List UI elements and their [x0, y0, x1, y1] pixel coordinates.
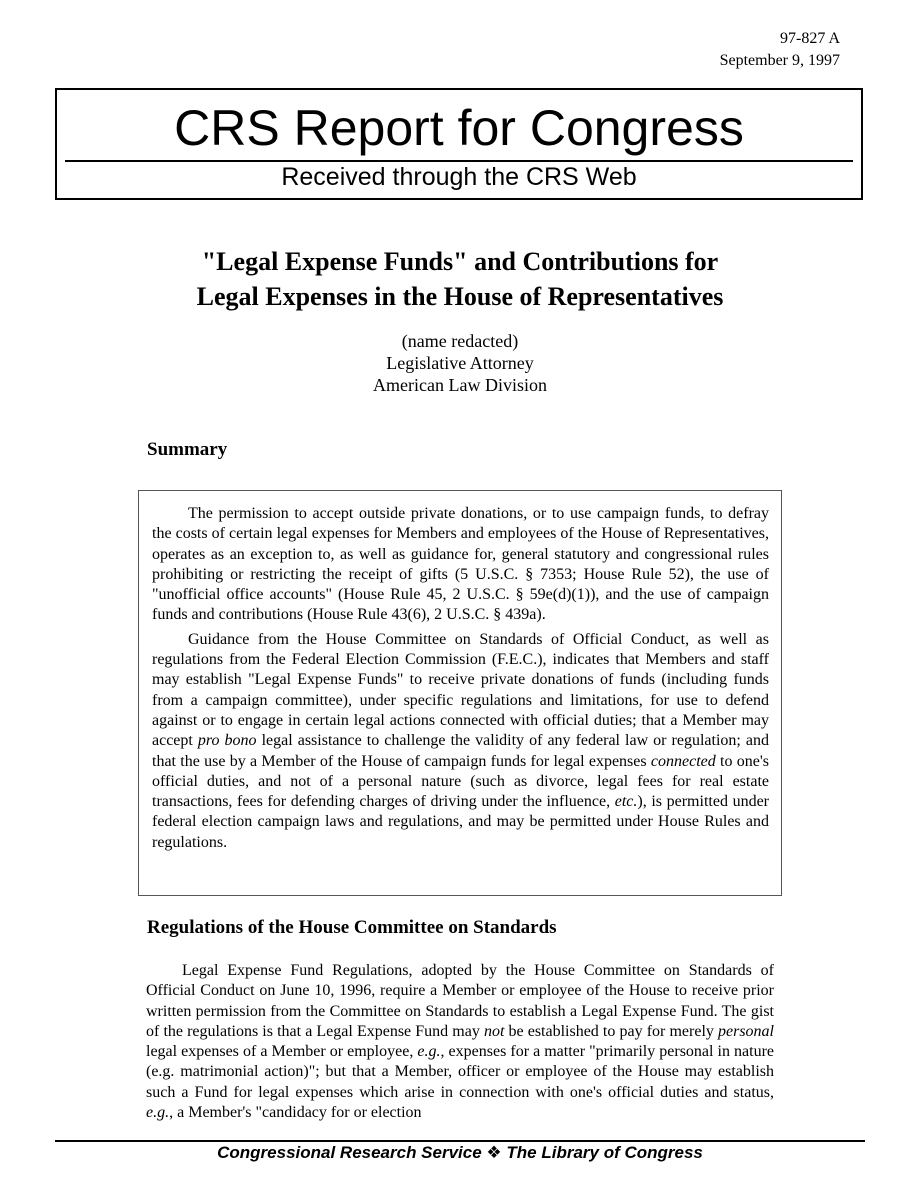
report-date: September 9, 1997 [719, 52, 840, 69]
footer-separator-icon: ❖ [486, 1143, 502, 1162]
author-block [0, 330, 920, 396]
section-heading: Regulations of the House Committee on Standards [147, 917, 557, 938]
banner-subtitle: Received through the CRS Web [281, 163, 637, 191]
author-name: (name redacted) [401, 331, 519, 351]
report-title-line2: Legal Expenses in the House of Representatives [196, 282, 724, 311]
summary-heading: Summary [147, 439, 228, 460]
report-number: 97-827 A [780, 30, 840, 47]
summary-paragraph-1: The permission to accept outside private donations, or to use campaign funds, to defray the costs of certain legal expenses for Members and employees of the House of Representatives, operates as an exception to, as well as guidance for, general statutory and congressional rules prohibiting or restricting the receipt of gifts (5 U.S.C. § 7353; House Rule 52), the use of "unofficial office accounts" (House Rule 45, 2 U.S.C. § 59e(d)(1)), and the use of campaign funds and contributions (House Rule 43(6), 2 U.S.C. § 439a). [152, 505, 769, 624]
emphasis-eg-2: e.g. [146, 1104, 170, 1122]
body-paragraph: Legal Expense Fund Regulations, adopted by the House Committee on Standards of Official Conduct on June 10, 1996, require a Member or employee of the House to receive prior written permission from the Committee on Standards to establish a Legal Expense Fund. The gist of the regulations is that a Legal Expense Fund may not be established to pay for merely personal legal expenses of a Member or employee, e.g., expenses for a matter "primarily personal in nature (e.g. matrimonial action)"; but that a Member, officer or employee of the House may establish such a Fund for legal expenses which arise in connection with one's official duties and status, e.g., a Member's "candidacy for or election [146, 962, 775, 1122]
emphasis-etc: etc. [614, 793, 638, 811]
footer-right: The Library of Congress [506, 1143, 703, 1162]
emphasis-eg: e.g. [417, 1043, 441, 1061]
emphasis-connected: connected [650, 752, 716, 770]
report-banner [55, 88, 863, 200]
report-title [100, 244, 820, 314]
footer-left: Congressional Research Service [217, 1143, 482, 1162]
page-footer [0, 1142, 920, 1164]
document-meta [720, 28, 840, 72]
banner-title: CRS Report for Congress [174, 100, 744, 156]
summary-box [138, 490, 782, 896]
emphasis-personal: personal [718, 1022, 774, 1040]
author-division: American Law Division [373, 375, 547, 395]
emphasis-pro-bono: pro bono [197, 732, 257, 750]
report-title-line1: "Legal Expense Funds" and Contributions for [201, 247, 719, 276]
summary-paragraph-2: Guidance from the House Committee on Standards of Official Conduct, as well as regulations from the Federal Election Commission (F.E.C.), indicates that Members and staff may establish "Legal Expense Funds" to receive private donations of funds (including funds from a campaign committee), under specific regulations and limitations, for use to defend against or to engage in certain legal actions connected with official duties; that a Member may accept pro bono legal assistance to challenge the validity of any federal law or regulation; and that the use by a Member of the House of campaign funds for legal expenses connected to one's official duties, and not of a personal nature (such as divorce, legal fees for real estate transactions, fees for defending charges of driving under the influence, etc.), is permitted under federal election campaign laws and regulations, and may be permitted under House Rules and regulations. [152, 630, 770, 851]
emphasis-not: not [483, 1022, 505, 1040]
author-title: Legislative Attorney [386, 353, 534, 373]
